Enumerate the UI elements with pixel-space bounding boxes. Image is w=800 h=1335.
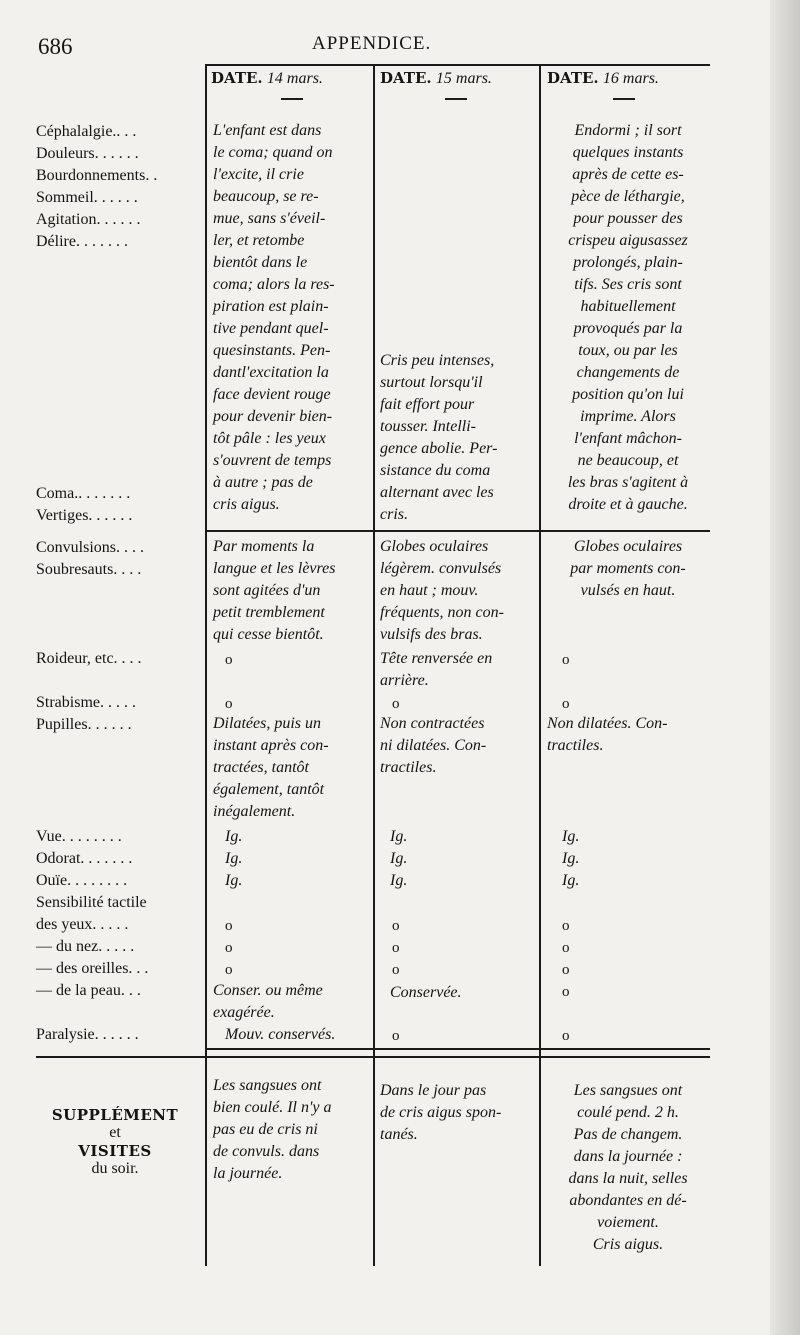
label-douleurs: Douleurs. . . . . . — [36, 145, 139, 162]
label-vertiges: Vertiges. . . . . . — [36, 507, 133, 524]
col2-yeux: o — [392, 918, 400, 934]
label-des-oreilles: — des oreilles. . . — [36, 960, 149, 977]
running-head: APPENDICE. — [312, 33, 432, 54]
column-rule-3 — [539, 64, 541, 1266]
section-rule-3 — [36, 1056, 710, 1058]
col1-yeux: o — [225, 918, 233, 934]
date-dash-3 — [613, 98, 635, 100]
col2-roideur: Tête renversée en arrière. — [380, 650, 493, 689]
col1-oreilles: o — [225, 962, 233, 978]
col3-odorat: Ig. — [562, 850, 580, 867]
col1-strabisme: o — [225, 696, 233, 712]
label-strabisme: Strabisme. . . . . — [36, 694, 136, 711]
label-convulsions: Convulsions. . . . — [36, 539, 145, 556]
label-soubresauts: Soubresauts. . . . — [36, 561, 142, 578]
col3-strabisme: o — [562, 696, 570, 712]
label-cephalalgie: Céphalalgie.. . . — [36, 123, 137, 140]
col3-nez: o — [562, 940, 570, 956]
col3-roideur: o — [562, 652, 570, 668]
col2-strabisme: o — [392, 696, 400, 712]
label-odorat: Odorat. . . . . . . — [36, 850, 133, 867]
label-bourdonnements: Bourdonnements. . — [36, 167, 158, 184]
label-delire: Délire. . . . . . . — [36, 233, 128, 250]
col1-paralysie: Mouv. conservés. — [225, 1026, 336, 1043]
column-rule-2 — [373, 64, 375, 1266]
label-du-nez: — du nez. . . . . — [36, 938, 135, 955]
col2-convulsions: Globes oculaires légèrem. convulsés en haut ; mouv. fréquents, non con- vulsifs des bras. — [380, 538, 504, 643]
supplement-label: SUPPLÉMENT et VISITES du soir. — [51, 1106, 179, 1177]
col3-observation: Endormi ; il sort quelques instants après de cette es- pèce de léthargie, pour pousser des crispeu aigusassez prolongés, plain- tifs. Ses cris sont habituellement provoqués par la toux, ou par les changements de position qu'on lui imprime. Alors l'enfant mâchon- ne beaucoup, et les bras s'agitent à droite et à gauche. — [567, 122, 689, 513]
section-rule-2 — [205, 1048, 710, 1050]
label-vue: Vue. . . . . . . . — [36, 828, 122, 845]
col2-soir: Dans le jour pas de cris aigus spon- tanés. — [380, 1082, 502, 1143]
col2-ouie: Ig. — [390, 872, 408, 889]
label-de-la-peau: — de la peau. . . — [36, 982, 141, 999]
label-paralysie: Paralysie. . . . . . — [36, 1026, 139, 1043]
col1-pupilles: Dilatées, puis un instant après con- tractées, tantôt également, tantôt inégalement. — [213, 715, 329, 820]
column-rule-1 — [205, 64, 207, 1266]
col3-oreilles: o — [562, 962, 570, 978]
col3-peau: o — [562, 984, 570, 1000]
top-rule — [205, 64, 710, 66]
col2-vue: Ig. — [390, 828, 408, 845]
page-number: 686 — [38, 34, 73, 59]
col1-odorat: Ig. — [225, 850, 243, 867]
col3-paralysie: o — [562, 1028, 570, 1044]
col3-pupilles: Non dilatées. Con- tractiles. — [547, 715, 668, 754]
page-edge-shadow — [770, 0, 800, 1335]
col1-soir: Les sangsues ont bien coulé. Il n'y a pas eu de cris ni de convuls. dans la journée. — [213, 1077, 332, 1182]
date-dash-1 — [281, 98, 303, 100]
date-header-3: DATE. 16 mars. — [547, 69, 659, 87]
col2-observation: Cris peu intenses, surtout lorsqu'il fait effort pour tousser. Intelli- gence abolie. Per- sistance du coma alternant avec les cris. — [380, 352, 498, 523]
label-coma: Coma.. . . . . . . — [36, 485, 131, 502]
col3-ouie: Ig. — [562, 872, 580, 889]
col2-nez: o — [392, 940, 400, 956]
label-pupilles: Pupilles. . . . . . — [36, 716, 132, 733]
col1-roideur: o — [225, 652, 233, 668]
col2-pupilles: Non contractées ni dilatées. Con- tractiles. — [380, 715, 487, 776]
label-sensibilite: Sensibilité tactile — [36, 894, 147, 911]
col3-vue: Ig. — [562, 828, 580, 845]
date-header-1: DATE. 14 mars. — [211, 69, 323, 87]
label-ouie: Ouïe. . . . . . . . — [36, 872, 128, 889]
col1-convulsions: Par moments la langue et les lèvres sont agitées d'un petit tremblement qui cesse bientôt. — [213, 538, 336, 643]
col3-convulsions: Globes oculaires par moments con- vulsés en haut. — [570, 538, 686, 599]
label-agitation: Agitation. . . . . . — [36, 211, 141, 228]
col2-odorat: Ig. — [390, 850, 408, 867]
date-dash-2 — [445, 98, 467, 100]
col1-nez: o — [225, 940, 233, 956]
section-rule-1 — [205, 530, 710, 532]
col1-observation: L'enfant est dans le coma; quand on l'excite, il crie beaucoup, se re- mue, sans s'éveil- ler, et retombe bientôt dans le coma; alors la res- piration est plain- tive pendant quel- quesinstants. Pen- dantl'excitation la face devient rouge pour devenir bien- tôt pâle : les yeux s'ouvrent de temps à autre ; pas de cris aigus. — [213, 122, 335, 513]
col3-yeux: o — [562, 918, 570, 934]
col1-vue: Ig. — [225, 828, 243, 845]
col2-peau: Conservée. — [390, 984, 462, 1001]
col2-oreilles: o — [392, 962, 400, 978]
col2-paralysie: o — [392, 1028, 400, 1044]
col3-soir: Les sangsues ont coulé pend. 2 h. Pas de changem. dans la journée : dans la nuit, selles abondantes en dé- voiement. Cris aigus. — [568, 1082, 688, 1253]
label-sommeil: Sommeil. . . . . . — [36, 189, 138, 206]
label-roideur: Roideur, etc. . . . — [36, 650, 142, 667]
col1-peau: Conser. ou même exagérée. — [213, 982, 323, 1021]
date-header-2: DATE. 15 mars. — [380, 69, 492, 87]
label-des-yeux: des yeux. . . . . — [36, 916, 129, 933]
col1-ouie: Ig. — [225, 872, 243, 889]
